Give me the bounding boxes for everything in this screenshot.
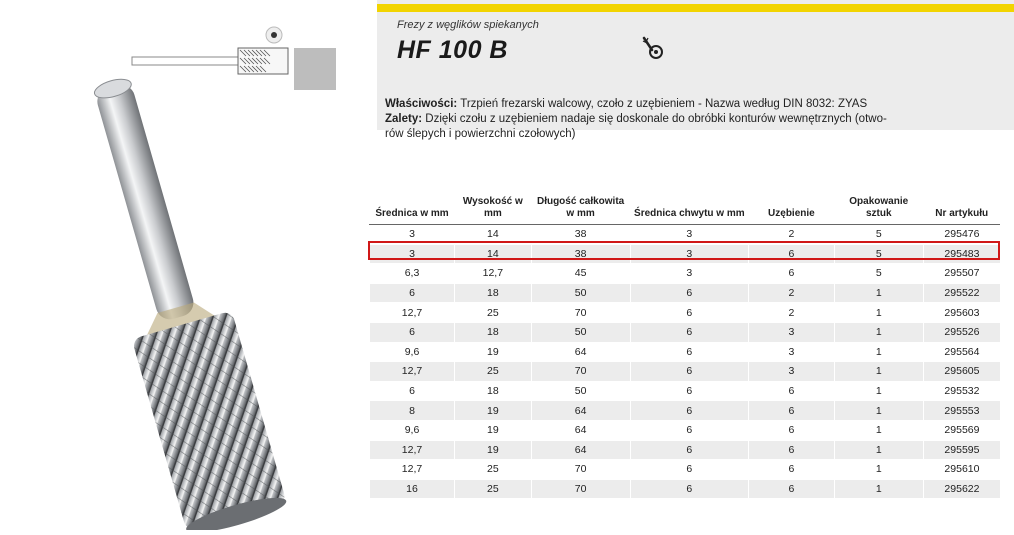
- advantages-label: Zalety:: [385, 113, 423, 125]
- table-cell: 295532: [923, 381, 1000, 401]
- table-row[interactable]: [370, 322, 1001, 342]
- table-cell: 5: [834, 264, 923, 284]
- properties-line: [385, 97, 905, 112]
- table-cell: 2: [749, 303, 834, 323]
- table-cell: 18: [455, 381, 532, 401]
- table-row[interactable]: [370, 362, 1001, 382]
- table-cell: 16: [370, 479, 455, 498]
- table-row[interactable]: [370, 479, 1001, 498]
- table-cell: 64: [531, 342, 630, 362]
- table-cell: 5: [834, 244, 923, 264]
- table-cell: 1: [834, 460, 923, 480]
- col-header-total-length: Długość całkowita w mm: [531, 188, 630, 225]
- table-cell: 1: [834, 303, 923, 323]
- product-category: Frezy z węglików spiekanych: [397, 19, 539, 31]
- table-cell: 6: [749, 440, 834, 460]
- table-cell: 64: [531, 401, 630, 421]
- table-cell: 25: [455, 479, 532, 498]
- table-cell: 45: [531, 264, 630, 284]
- table-cell: 1: [834, 440, 923, 460]
- table-cell: 12,7: [370, 440, 455, 460]
- rotary-tool-icon: [640, 34, 668, 62]
- table-row[interactable]: [370, 460, 1001, 480]
- properties-label: Właściwości:: [385, 98, 458, 110]
- product-title: HF 100 B: [397, 36, 508, 64]
- table-cell: 19: [455, 420, 532, 440]
- burr-schematic-icon: [128, 24, 340, 94]
- table-cell: 6: [630, 342, 749, 362]
- table-cell: 6: [630, 322, 749, 342]
- col-header-pack-qty: Opakowanie sztuk: [834, 188, 923, 225]
- table-cell: 6: [630, 303, 749, 323]
- table-cell: 6: [749, 460, 834, 480]
- table-cell: 50: [531, 381, 630, 401]
- table-row[interactable]: [370, 342, 1001, 362]
- table-cell: 38: [531, 244, 630, 264]
- table-cell: 2: [749, 283, 834, 303]
- table-cell: 1: [834, 401, 923, 421]
- table-cell: 295610: [923, 460, 1000, 480]
- table-cell: 295476: [923, 225, 1000, 245]
- table-cell: 70: [531, 362, 630, 382]
- col-header-article-no: Nr artykułu: [923, 188, 1000, 225]
- table-cell: 3: [370, 225, 455, 245]
- table-cell: 2: [749, 225, 834, 245]
- col-header-teeth: Uzębienie: [749, 188, 834, 225]
- table-cell: 295603: [923, 303, 1000, 323]
- table-cell: 295507: [923, 264, 1000, 284]
- table-cell: 64: [531, 440, 630, 460]
- col-header-height: Wysokość w mm: [455, 188, 532, 225]
- table-cell: 3: [630, 225, 749, 245]
- table-cell: 50: [531, 322, 630, 342]
- table-cell: 6: [630, 381, 749, 401]
- table-cell: 12,7: [455, 264, 532, 284]
- table-cell: 12,7: [370, 362, 455, 382]
- table-cell: 1: [834, 342, 923, 362]
- table-cell: 3: [630, 244, 749, 264]
- table-cell: 70: [531, 303, 630, 323]
- advantages-text: Dzięki czołu z uzębieniem nadaje się doskonale do obróbki konturów wewnętrznych (otwo- rów ślepych i powierzchni czołowych): [385, 113, 887, 140]
- table-cell: 6: [370, 381, 455, 401]
- table-cell: 12,7: [370, 303, 455, 323]
- table-cell: 6: [630, 479, 749, 498]
- table-row[interactable]: [370, 440, 1001, 460]
- table-cell: 295595: [923, 440, 1000, 460]
- table-cell: 6: [749, 420, 834, 440]
- table-cell: 25: [455, 362, 532, 382]
- col-header-shank-diameter: Średnica chwytu w mm: [630, 188, 749, 225]
- accent-bar: [377, 4, 1014, 12]
- table-cell: 70: [531, 479, 630, 498]
- table-cell: 6: [749, 401, 834, 421]
- table-cell: 3: [749, 322, 834, 342]
- table-cell: 12,7: [370, 460, 455, 480]
- table-cell: 5: [834, 225, 923, 245]
- table-cell: 6: [630, 440, 749, 460]
- table-row[interactable]: [370, 303, 1001, 323]
- table-cell: 25: [455, 460, 532, 480]
- table-row[interactable]: [370, 420, 1001, 440]
- advantages-line: [385, 112, 905, 142]
- table-cell: 64: [531, 420, 630, 440]
- table-cell: 8: [370, 401, 455, 421]
- table-cell: 6: [749, 244, 834, 264]
- table-cell: 6: [630, 460, 749, 480]
- table-cell: 6: [630, 283, 749, 303]
- table-cell: 9,6: [370, 342, 455, 362]
- col-header-diameter: Średnica w mm: [370, 188, 455, 225]
- table-cell: 6: [749, 479, 834, 498]
- table-cell: 14: [455, 244, 532, 264]
- table-cell: 50: [531, 283, 630, 303]
- table-cell: 295553: [923, 401, 1000, 421]
- table-cell: 25: [455, 303, 532, 323]
- table-row[interactable]: [370, 401, 1001, 421]
- table-cell: 295522: [923, 283, 1000, 303]
- table-cell: 19: [455, 401, 532, 421]
- table-cell: 18: [455, 322, 532, 342]
- table-cell: 18: [455, 283, 532, 303]
- table-cell: 6: [370, 283, 455, 303]
- table-cell: 9,6: [370, 420, 455, 440]
- table-cell: 1: [834, 322, 923, 342]
- table-cell: 295605: [923, 362, 1000, 382]
- table-cell: 3: [630, 264, 749, 284]
- table-cell: 295564: [923, 342, 1000, 362]
- table-cell: 295483: [923, 244, 1000, 264]
- table-cell: 1: [834, 381, 923, 401]
- spec-table: [369, 188, 1000, 498]
- properties-text: Trzpień frezarski walcowy, czoło z uzębieniem - Nazwa według DIN 8032: ZYAS: [460, 98, 868, 110]
- table-cell: 3: [749, 342, 834, 362]
- table-cell: 19: [455, 440, 532, 460]
- table-cell: 295622: [923, 479, 1000, 498]
- table-cell: 3: [370, 244, 455, 264]
- table-cell: 1: [834, 479, 923, 498]
- table-cell: 6: [749, 264, 834, 284]
- table-cell: 19: [455, 342, 532, 362]
- table-cell: 295569: [923, 420, 1000, 440]
- table-cell: 1: [834, 283, 923, 303]
- table-row[interactable]: [370, 381, 1001, 401]
- table-cell: 70: [531, 460, 630, 480]
- table-cell: 295526: [923, 322, 1000, 342]
- table-cell: 6: [370, 322, 455, 342]
- table-cell: 3: [749, 362, 834, 382]
- table-row[interactable]: [370, 283, 1001, 303]
- selected-row-highlight: [368, 241, 1000, 260]
- table-cell: 14: [455, 225, 532, 245]
- table-cell: 6: [749, 381, 834, 401]
- table-cell: 6: [630, 401, 749, 421]
- table-cell: 1: [834, 420, 923, 440]
- product-description: [385, 97, 905, 142]
- table-header-row: [370, 188, 1001, 225]
- table-row[interactable]: [370, 264, 1001, 284]
- table-cell: 1: [834, 362, 923, 382]
- table-cell: 6,3: [370, 264, 455, 284]
- table-cell: 6: [630, 420, 749, 440]
- table-cell: 6: [630, 362, 749, 382]
- table-cell: 38: [531, 225, 630, 245]
